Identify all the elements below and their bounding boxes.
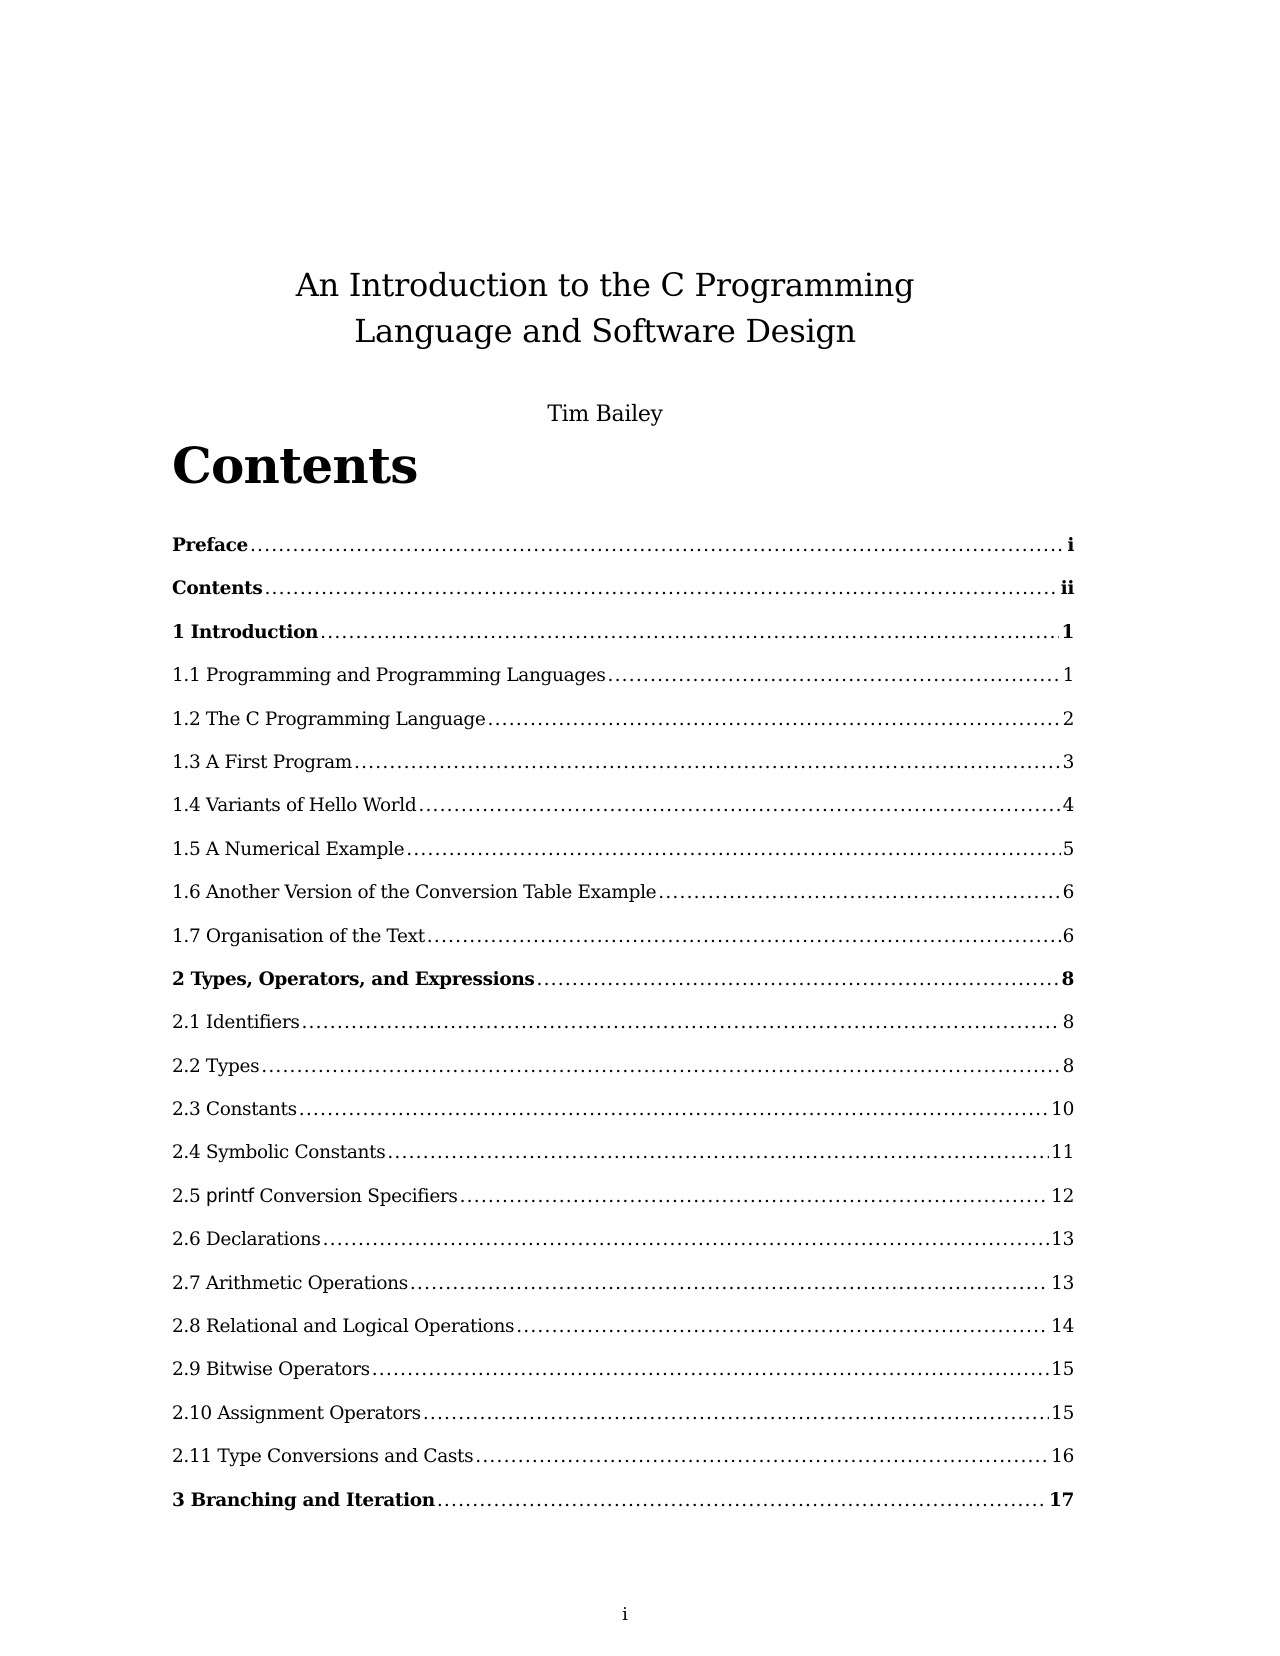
toc-entry-title-text: 2.7 Arithmetic Operations (172, 1272, 408, 1294)
author-name: Tim Bailey (547, 402, 663, 427)
toc-entry-title-text: 3 Branching and Iteration (172, 1489, 435, 1511)
document-title (0, 262, 1210, 354)
toc-entry-title-text: 2.5 (172, 1185, 206, 1207)
toc-entry-title (172, 1012, 299, 1033)
toc-entry-title-text: 1.5 A Numerical Example (172, 838, 405, 860)
toc-dot-leader (608, 665, 1061, 686)
toc-entry-title-text: 2.6 Declarations (172, 1229, 321, 1251)
toc-entry-title-text: 2.8 Relational and Logical Operations (172, 1316, 515, 1338)
toc-entry-title (172, 1186, 458, 1207)
toc-dot-leader (537, 969, 1060, 990)
toc-entry[interactable] (172, 969, 1074, 1012)
toc-dot-leader (658, 882, 1060, 903)
contents-heading: Contents (172, 436, 418, 495)
toc-entry-page: 11 (1051, 1142, 1074, 1164)
toc-entry-title (172, 752, 352, 773)
toc-entry[interactable] (172, 752, 1074, 795)
toc-entry[interactable] (172, 665, 1074, 708)
toc-dot-leader (418, 795, 1060, 816)
toc-entry-page: i (1067, 535, 1074, 556)
toc-dot-leader (460, 1186, 1050, 1207)
toc-entry-title (172, 535, 248, 556)
toc-entry-page: 1 (1062, 665, 1074, 687)
toc-dot-leader (427, 926, 1061, 947)
toc-dot-leader (301, 1012, 1060, 1033)
toc-entry-title-text: 1.6 Another Version of the Conversion Table Example (172, 882, 657, 904)
toc-entry-title (172, 1316, 514, 1337)
toc-entry[interactable] (172, 1490, 1074, 1533)
toc-dot-leader (299, 1099, 1049, 1120)
toc-entry-title (172, 622, 318, 643)
toc-entry[interactable] (172, 1273, 1074, 1316)
toc-entry-page: 2 (1062, 708, 1074, 730)
toc-dot-leader (410, 1273, 1049, 1294)
toc-entry[interactable] (172, 1099, 1074, 1142)
toc-entry[interactable] (172, 1186, 1074, 1229)
toc-entry[interactable] (172, 795, 1074, 838)
toc-entry[interactable] (172, 1403, 1074, 1446)
toc-entry-page: 1 (1061, 621, 1074, 643)
toc-entry[interactable] (172, 839, 1074, 882)
toc-entry-page: 3 (1062, 751, 1074, 773)
toc-entry-title (172, 1099, 297, 1120)
toc-entry-page: 15 (1051, 1359, 1074, 1381)
toc-entry-title (172, 1359, 370, 1380)
toc-entry-page: 14 (1051, 1316, 1074, 1338)
toc-entry-title-text: 2.1 Identifiers (172, 1012, 300, 1034)
toc-entry-title-text: 2.3 Constants (172, 1099, 297, 1121)
toc-dot-leader (488, 709, 1061, 730)
toc-dot-leader (372, 1359, 1049, 1380)
toc-entry-page: 16 (1051, 1446, 1074, 1468)
toc-entry[interactable] (172, 1142, 1074, 1185)
toc-entry-page: ii (1060, 578, 1074, 600)
toc-entry-title-text: 2.10 Assignment Operators (172, 1402, 421, 1424)
toc-entry-page: 13 (1051, 1272, 1074, 1294)
toc-dot-leader (320, 622, 1059, 643)
toc-dot-leader (261, 1056, 1060, 1077)
toc-entry[interactable] (172, 1446, 1074, 1489)
toc-entry-page: 8 (1062, 1055, 1074, 1077)
toc-entry[interactable] (172, 1012, 1074, 1055)
toc-dot-leader (323, 1229, 1050, 1250)
document-title-line-2: Language and Software Design (354, 312, 856, 350)
toc-entry[interactable] (172, 1056, 1074, 1099)
toc-dot-leader (423, 1403, 1049, 1424)
toc-entry[interactable] (172, 882, 1074, 925)
toc-entry-title (172, 578, 262, 599)
toc-entry-title-text: 1.3 A First Program (172, 751, 352, 773)
toc-entry-title-text: 2.2 Types (172, 1055, 260, 1077)
toc-entry[interactable] (172, 1359, 1074, 1402)
toc-entry-page: 10 (1051, 1099, 1074, 1121)
toc-entry-page: 8 (1062, 1012, 1074, 1034)
toc-entry-title-text: 1 Introduction (172, 621, 319, 643)
toc-dot-leader (406, 839, 1060, 860)
toc-entry-page: 8 (1061, 968, 1074, 990)
toc-entry-title-text: 1.1 Programming and Programming Languages (172, 665, 606, 687)
toc-entry-title (172, 882, 656, 903)
toc-entry-title-text: Conversion Specifiers (253, 1185, 458, 1207)
toc-entry-page: 17 (1048, 1489, 1074, 1511)
toc-entry[interactable] (172, 709, 1074, 752)
toc-entry-title (172, 1056, 259, 1077)
toc-entry-title (172, 839, 404, 860)
toc-entry-title (172, 1490, 435, 1511)
toc-entry-title (172, 1273, 408, 1294)
toc-entry-title-text: Preface (172, 535, 248, 556)
toc-dot-leader (437, 1490, 1047, 1511)
toc-entry-page: 6 (1062, 925, 1074, 947)
toc-entry-page: 5 (1062, 838, 1074, 860)
toc-entry-title (172, 969, 535, 990)
toc-entry-title-text: 2.4 Symbolic Constants (172, 1142, 386, 1164)
toc-entry[interactable] (172, 622, 1074, 665)
toc-entry-page: 4 (1062, 795, 1074, 817)
toc-entry-title-text: 1.4 Variants of Hello World (172, 795, 417, 817)
table-of-contents (172, 535, 1074, 1533)
toc-entry-title (172, 795, 416, 816)
toc-entry[interactable] (172, 535, 1074, 578)
toc-entry-title-text: 2.11 Type Conversions and Casts (172, 1446, 474, 1468)
toc-entry[interactable] (172, 578, 1074, 621)
toc-entry-title (172, 709, 486, 730)
toc-entry-title (172, 665, 606, 686)
toc-dot-leader (250, 535, 1065, 556)
toc-entry-title-text: 1.2 The C Programming Language (172, 708, 486, 730)
toc-dot-leader (475, 1446, 1049, 1467)
toc-dot-leader (354, 752, 1061, 773)
toc-entry-code-term: printf (205, 1185, 254, 1207)
toc-entry-page: 12 (1051, 1185, 1074, 1207)
toc-entry[interactable] (172, 1316, 1074, 1359)
toc-entry-title (172, 926, 425, 947)
toc-dot-leader (387, 1142, 1049, 1163)
toc-entry-page: 13 (1051, 1229, 1074, 1251)
toc-entry[interactable] (172, 926, 1074, 969)
toc-entry-title-text: 2.9 Bitwise Operators (172, 1359, 370, 1381)
toc-entry-page: 15 (1051, 1402, 1074, 1424)
toc-dot-leader (516, 1316, 1049, 1337)
toc-entry-title (172, 1446, 473, 1467)
toc-entry-page: 6 (1062, 882, 1074, 904)
toc-entry-title (172, 1403, 421, 1424)
toc-entry-title (172, 1229, 321, 1250)
page-number: i (622, 1604, 628, 1625)
toc-dot-leader (264, 578, 1058, 599)
toc-entry-title-text: 1.7 Organisation of the Text (172, 925, 425, 947)
toc-entry-title-text: Contents (172, 578, 263, 600)
document-title-line-1: An Introduction to the C Programming (295, 266, 915, 304)
toc-entry-title-text: 2 Types, Operators, and Expressions (172, 968, 535, 990)
toc-entry-title (172, 1142, 385, 1163)
toc-entry[interactable] (172, 1229, 1074, 1272)
